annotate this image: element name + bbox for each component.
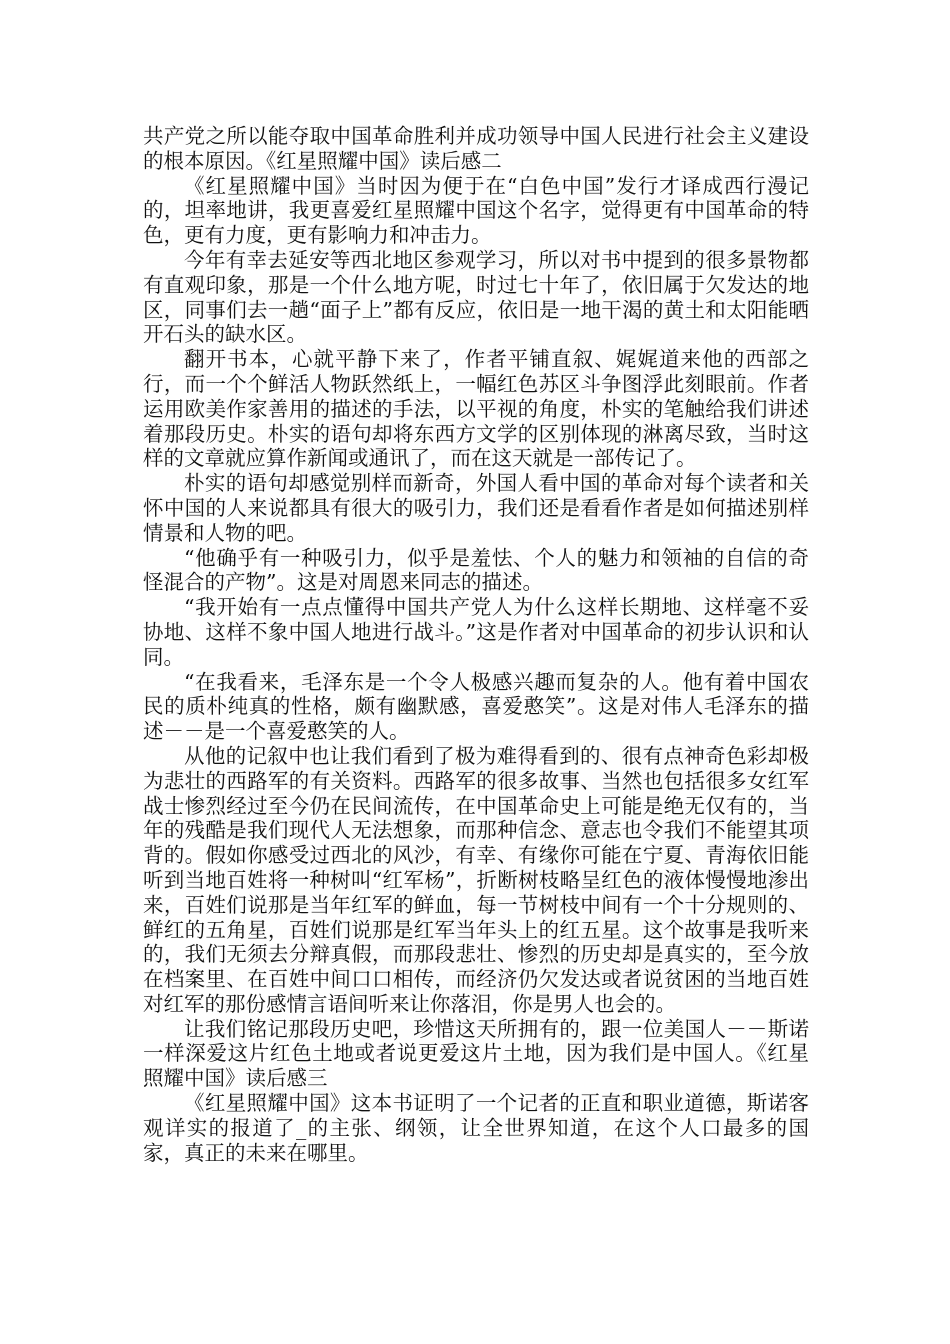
paragraph-4: 翻开书本，心就平静下来了，作者平铺直叙、娓娓道来他的西部之行，而一个个鲜活人物跃然纸上，一幅红色苏区斗争图浮此刻眼前。作者运用欧美作家善用的描述的手法，以平视的角度，朴实的笔触给我们讲述着那段历史。朴实的语句却将东西方文学的区别体现的淋离尽致，当时这样的文章就应算作新闻或通讯了，而在这天就是一部传记了。	[143, 347, 809, 471]
paragraph-7: “我开始有一点点懂得中国共产党人为什么这样长期地、这样毫不妥协地、这样不象中国人地进行战斗。”这是作者对中国革命的初步认识和认同。	[143, 595, 809, 669]
paragraph-5: 朴实的语句却感觉别样而新奇，外国人看中国的革命对每个读者和关怀中国的人来说都具有很大的吸引力，我们还是看看作者是如何描述别样情景和人物的吧。	[143, 471, 809, 545]
paragraph-3: 今年有幸去延安等西北地区参观学习，所以对书中提到的很多景物都有直观印象，那是一个什么地方呢，时过七十年了，依旧属于欠发达的地区，同事们去一趟“面子上”都有反应，依旧是一地干渴的黄土和太阳能晒开石头的缺水区。	[143, 247, 809, 347]
paragraph-9: 从他的记叙中也让我们看到了极为难得看到的、很有点神奇色彩却极为悲壮的西路军的有关资料。西路军的很多故事、当然也包括很多女红军战士惨烈经过至今仍在民间流传，在中国革命史上可能是绝无仅有的，当年的残酷是我们现代人无法想象，而那种信念、意志也令我们不能望其项背的。假如你感受过西北的风沙，有幸、有缘你可能在宁夏、青海依旧能听到当地百姓将一种树叫“红军杨”，折断树枝略呈红色的液体慢慢地渗出来，百姓们说那是当年红军的鲜血，每一节树枝中间有一个十分规则的、鲜红的五角星，百姓们说那是红军当年头上的红五星。这个故事是我听来的，我们无须去分辩真假，而那段悲壮、惨烈的历史却是真实的，至今放在档案里、在百姓中间口口相传，而经济仍欠发达或者说贫困的当地百姓对红军的那份感情言语间听来让你落泪，你是男人也会的。	[143, 743, 809, 1016]
paragraph-6: “他确乎有一种吸引力，似乎是羞怯、个人的魅力和领袖的自信的奇怪混合的产物”。这是对周恩来同志的描述。	[143, 545, 809, 595]
paragraph-1: 共产党之所以能夺取中国革命胜利并成功领导中国人民进行社会主义建设的根本原因。《红星照耀中国》读后感二	[143, 124, 809, 173]
paragraph-8: “在我看来，毛泽东是一个令人极感兴趣而复杂的人。他有着中国农民的质朴纯真的性格，颇有幽默感，喜爱憨笑”。这是对伟人毛泽东的描述－－是一个喜爱憨笑的人。	[143, 669, 809, 744]
document-body	[143, 124, 809, 1165]
paragraph-10: 让我们铭记那段历史吧，珍惜这天所拥有的，跟一位美国人－－斯诺一样深爱这片红色土地或者说更爱这片土地，因为我们是中国人。《红星照耀中国》读后感三	[143, 1016, 809, 1091]
paragraph-2: 《红星照耀中国》当时因为便于在“白色中国”发行才译成西行漫记的，坦率地讲，我更喜爱红星照耀中国这个名字，觉得更有中国革命的特色，更有力度，更有影响力和冲击力。	[143, 173, 809, 248]
paragraph-11: 《红星照耀中国》这本书证明了一个记者的正直和职业道德，斯诺客观详实的报道了_的主张、纲领，让全世界知道，在这个人口最多的国家，真正的未来在哪里。	[143, 1091, 809, 1165]
